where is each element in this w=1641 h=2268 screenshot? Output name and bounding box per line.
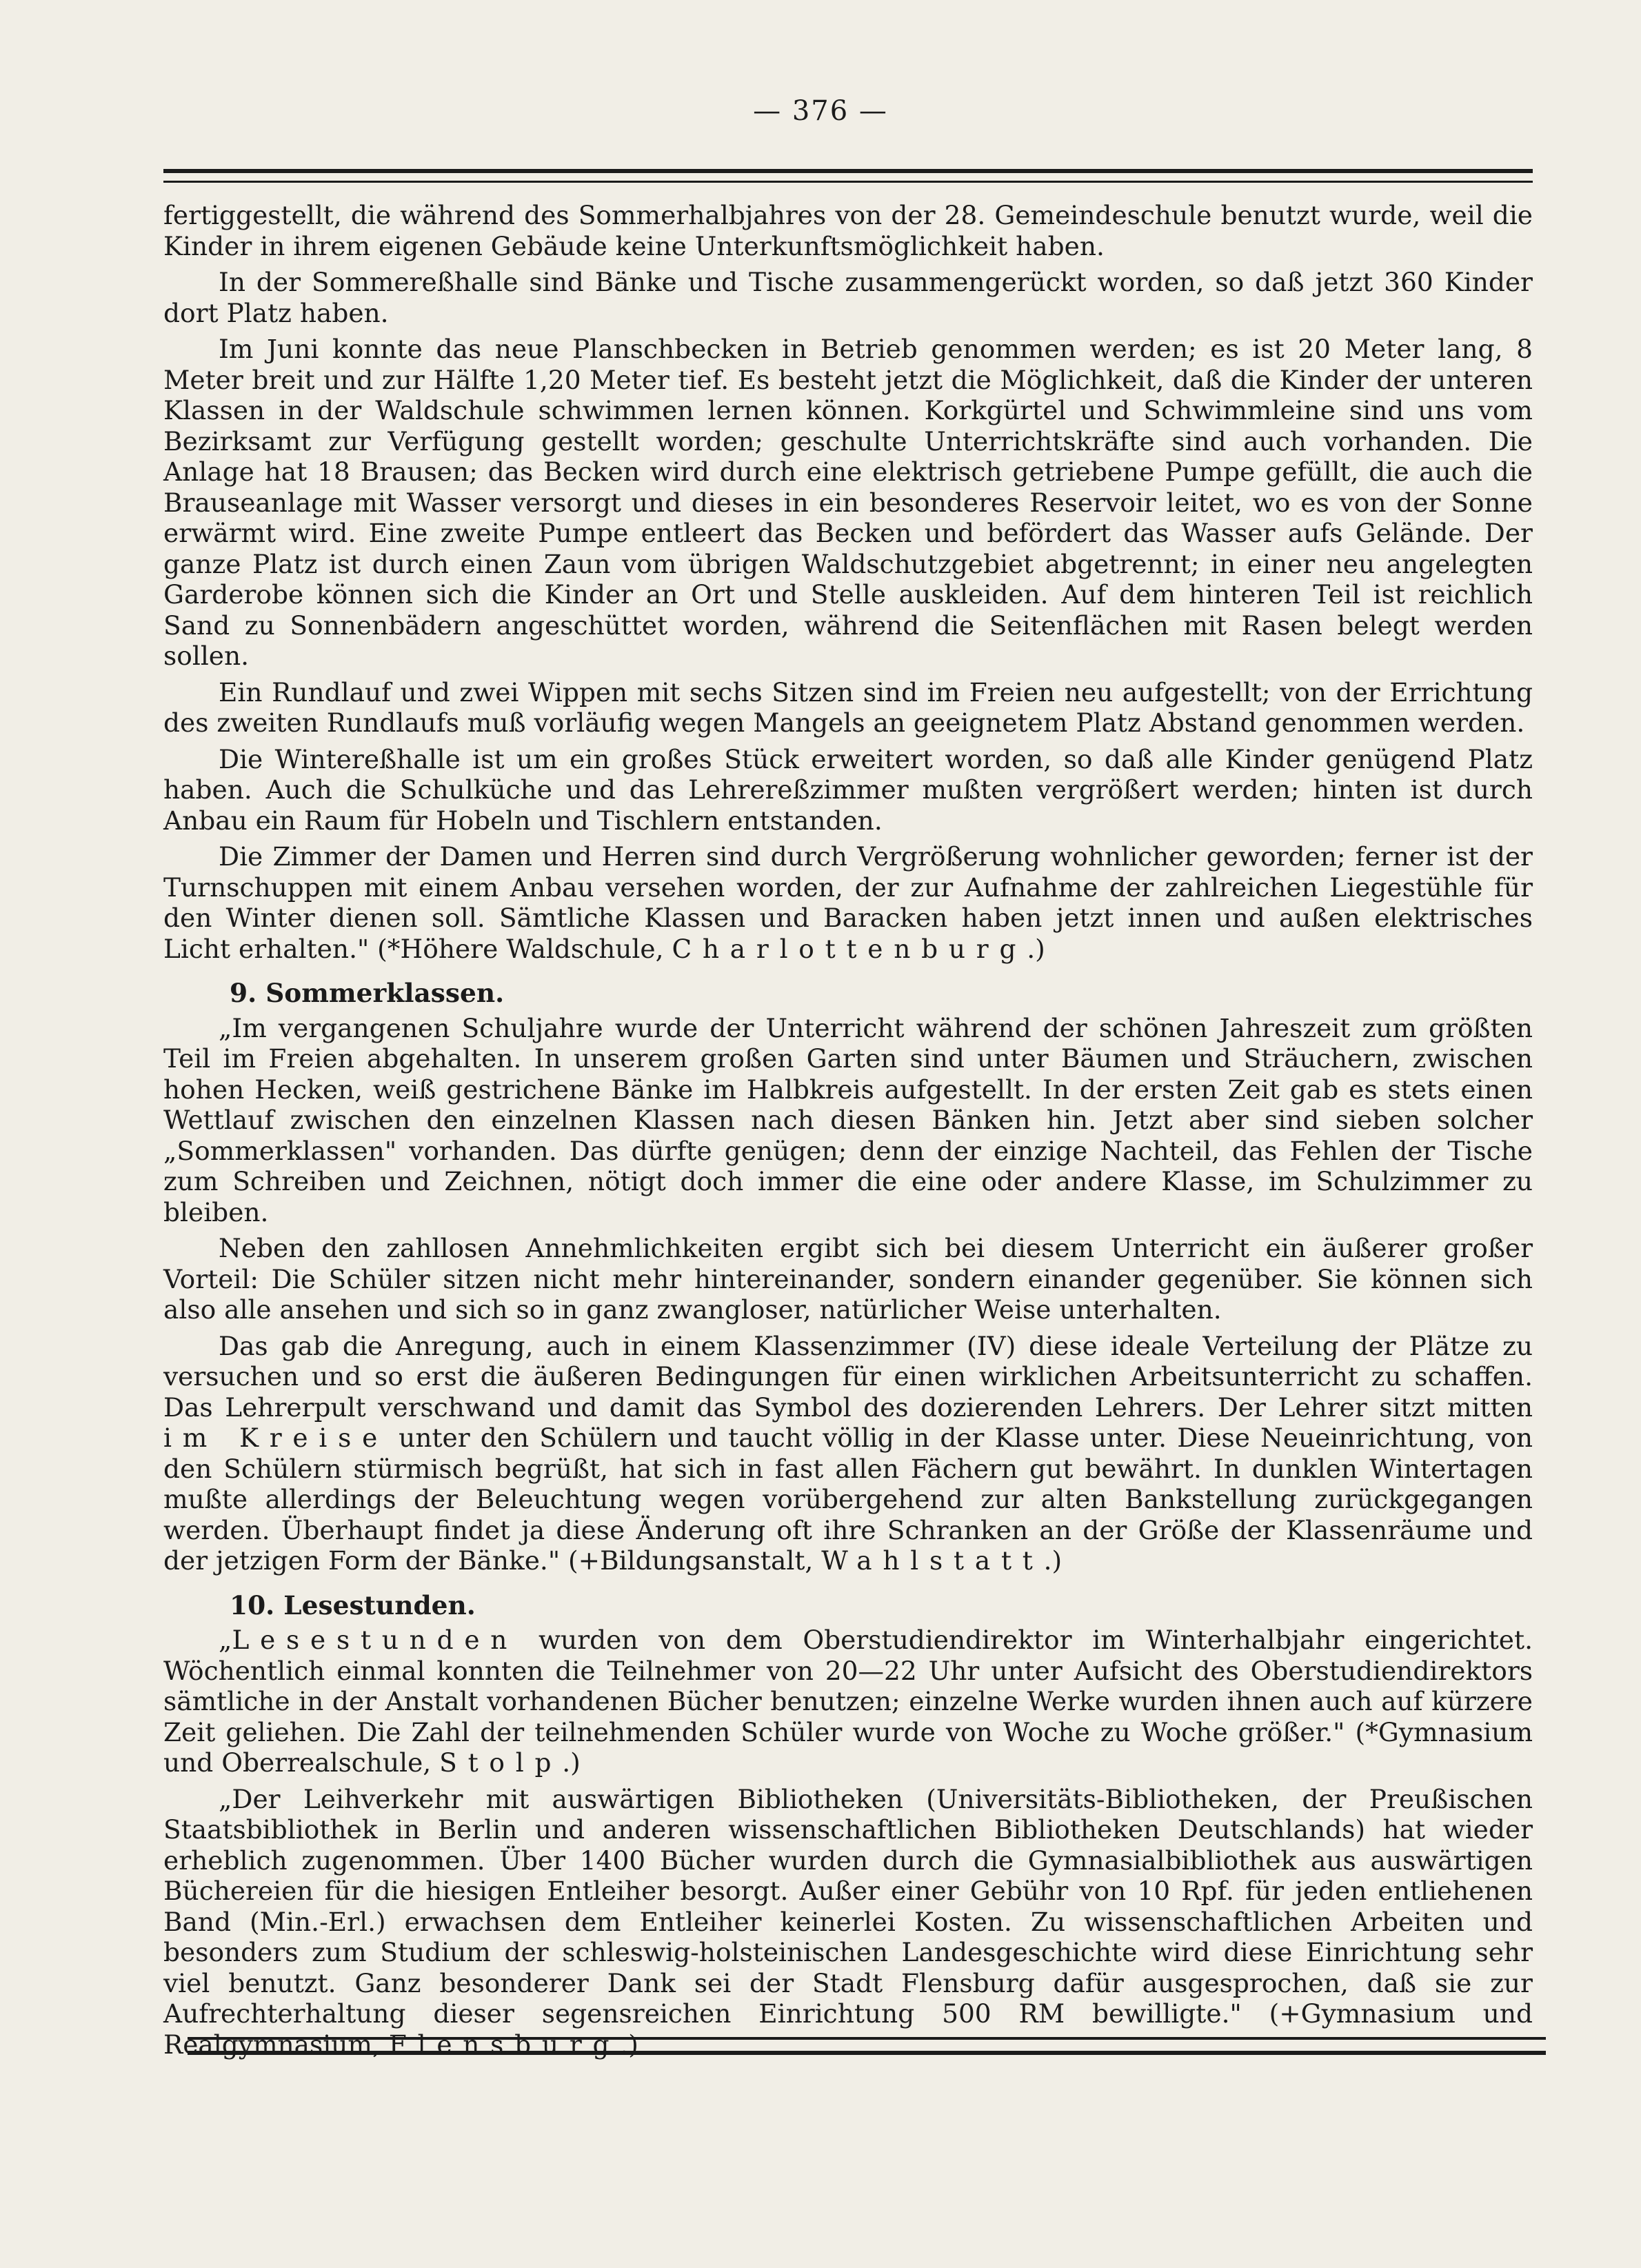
emphasis: im Kreise [163, 1423, 389, 1453]
source-end: .) [1043, 1545, 1063, 1576]
source-end: .) [562, 1747, 581, 1778]
paragraph-text: wurden von dem Oberstudiendirektor im Winterhalbjahr eingerichtet. Wöchentlich einmal konnten die Teilnehmer von 20—22 Uhr unter Aufsicht des Oberstudiendirektors sämtliche in der Anstalt vorhandenen Bücher benutzen; einzelne Werke wurden ihnen auch auf kürzere Zeit geliehen. Die Zahl der teilnehmenden Schüler wurde von Woche zu Woche größer." (*Gymnasium und Oberrealschule, [163, 1625, 1533, 1778]
paragraph [163, 841, 1533, 964]
paragraph-text: Die Zimmer der Damen und Herren sind durch Vergrößerung wohnlicher geworden; ferner ist der Turnschuppen mit einem Anbau versehen worden, der zur Aufnahme der zahlreichen Liegestühle für den Winter dienen soll. Sämtliche Klassen und Baracken haben jetzt innen und außen elektrisches Licht erhalten." (*Höhere Waldschule, [163, 841, 1533, 964]
source-place: Flensburg [388, 2029, 621, 2060]
paragraph: Neben den zahllosen Annehmlichkeiten ergibt sich bei diesem Unterricht ein äußerer großer Vorteil: Die Schüler sitzen nicht mehr hintereinander, sondern einander gegenüber. Sie können sich also alle ansehen und sich so in ganz zwangloser, natürlicher Weise unterhalten. [163, 1233, 1533, 1325]
source-end: .) [620, 2029, 638, 2060]
paragraph [163, 1331, 1533, 1576]
source-end: .) [1027, 933, 1045, 964]
source-place: Stolp [439, 1747, 563, 1778]
paragraph-text: Das gab die Anregung, auch in einem Klassenzimmer (IV) diese ideale Verteilung der Plätze zu versuchen und so erst die äußeren Bedingungen für einen wirklichen Arbeitsunterricht zu schaffen. Das Lehrerpult verschwand und damit das Symbol des dozierenden Lehrers. Der Lehrer sitzt mitten [163, 1330, 1533, 1423]
paragraph: In der Sommereßhalle sind Bänke und Tische zusammengerückt worden, so daß jetzt 360 Kinder dort Platz haben. [163, 267, 1533, 328]
paragraph: fertiggestellt, die während des Sommerhalbjahres von der 28. Gemeindeschule benutzt wurde, weil die Kinder in ihrem eigenen Gebäude keine Unterkunftsmöglichkeit haben. [163, 200, 1533, 261]
paragraph: Ein Rundlauf und zwei Wippen mit sechs Sitzen sind im Freien neu aufgestellt; von der Errichtung des zweiten Rundlaufs muß vorläufig wegen Mangels an geeignetem Platz Abstand genommen werden. [163, 676, 1533, 738]
footer-rule [188, 2037, 1546, 2055]
section-heading: 10. Lesestunden. [230, 1589, 476, 1620]
paragraph [163, 1784, 1533, 2060]
body-text [163, 200, 1533, 2065]
paragraph: Die Wintereßhalle ist um ein großes Stück erweitert worden, so daß alle Kinder genügend Platz haben. Auch die Schulküche und das Lehrereßzimmer mußten vergrößert werden; hinten ist durch Anbau ein Raum für Hobeln und Tischlern entstanden. [163, 743, 1533, 836]
source-place: Wahlstatt [821, 1545, 1044, 1576]
page-number: — 376 — [753, 95, 888, 127]
emphasis: Lesestunden [232, 1625, 519, 1655]
paragraph-text: „Der Leihverkehr mit auswärtigen Bibliotheken (Universitäts-Bibliotheken, der Preußischen Staatsbibliothek in Berlin und anderen wissenschaftlichen Bibliotheken Deutschlands) hat wieder erheblich zugenommen. Über 1400 Bücher wurden durch die Gymnasialbibliothek aus auswärtigen Büchereien für die hiesigen Entleiher besorgt. Außer einer Gebühr von 10 Rpf. für jeden entliehenen Band (Min.-Erl.) erwachsen dem Entleiher keinerlei Kosten. Zu wissenschaftlichen Arbeiten und besonders zum Studium der schleswig-holsteinischen Landesgeschichte wird diese Einrichtung sehr viel benutzt. Ganz besonderer Dank sei der Stadt Flensburg dafür ausgesprochen, daß sie zur Aufrechterhaltung dieser segensreichen Einrichtung 500 RM bewilligte." (+Gymnasium und Realgymnasium, [163, 1783, 1533, 2060]
open-quote: „ [219, 1625, 232, 1655]
paragraph: Im Juni konnte das neue Planschbecken in Betrieb genommen werden; es ist 20 Meter lang, 8 Meter breit und zur Hälfte 1,20 Meter tief. Es besteht jetzt die Möglichkeit, daß die Kinder der unteren Klassen in der Waldschule schwimmen lernen können. Korkgürtel und Schwimmleine sind uns vom Bezirksamt zur Verfügung gestellt worden; geschulte Unterrichtskräfte sind auch vorhanden. Die Anlage hat 18 Brausen; das Becken wird durch eine elektrisch getriebene Pumpe gefüllt, die auch die Brauseanlage mit Wasser versorgt und dieses in ein besonderes Reservoir leitet, wo es von der Sonne erwärmt wird. Eine zweite Pumpe entleert das Becken und befördert das Wasser aufs Gelände. Der ganze Platz ist durch einen Zaun vom übrigen Waldschutzgebiet abgetrennt; in einer neu angelegten Garderobe können sich die Kinder an Ort und Stelle auskleiden. Auf dem hinteren Teil ist reichlich Sand zu Sonnenbädern angeschüttet worden, während die Seitenflächen mit Rasen belegt werden sollen. [163, 334, 1533, 671]
section-heading: 9. Sommerklassen. [230, 978, 505, 1008]
paragraph [163, 1625, 1533, 1778]
source-place: Charlottenburg [672, 933, 1027, 964]
paragraph: „Im vergangenen Schuljahre wurde der Unterricht während der schönen Jahreszeit zum größten Teil im Freien abgehalten. In unserem großen Garten sind unter Bäumen und Sträuchern, zwischen hohen Hecken, weiß gestrichene Bänke im Halbkreis aufgestellt. In der ersten Zeit gab es stets einen Wettlauf zwischen den einzelnen Klassen nach diesen Bänken hin. Jetzt aber sind sieben solcher „Sommerklassen" vorhanden. Das dürfte genügen; denn der einzige Nachteil, das Fehlen der Tische zum Schreiben und Zeichnen, nötigt doch immer die eine oder andere Klasse, im Schulzimmer zu bleiben. [163, 1012, 1533, 1227]
header-rule [163, 169, 1533, 183]
paragraph-text: unter den Schülern und taucht völlig in der Klasse unter. Diese Neueinrichtung, von den Schülern stürmisch begrüßt, hat sich in fast allen Fächern gut bewährt. In dunklen Wintertagen mußte allerdings der Beleuchtung wegen vorübergehend zur alten Bankstellung zurückgegangen werden. Überhaupt findet ja diese Änderung oft ihre Schranken an der Größe der Klassenräume und der jetzigen Form der Bänke." (+Bildungsanstalt, [163, 1423, 1533, 1576]
